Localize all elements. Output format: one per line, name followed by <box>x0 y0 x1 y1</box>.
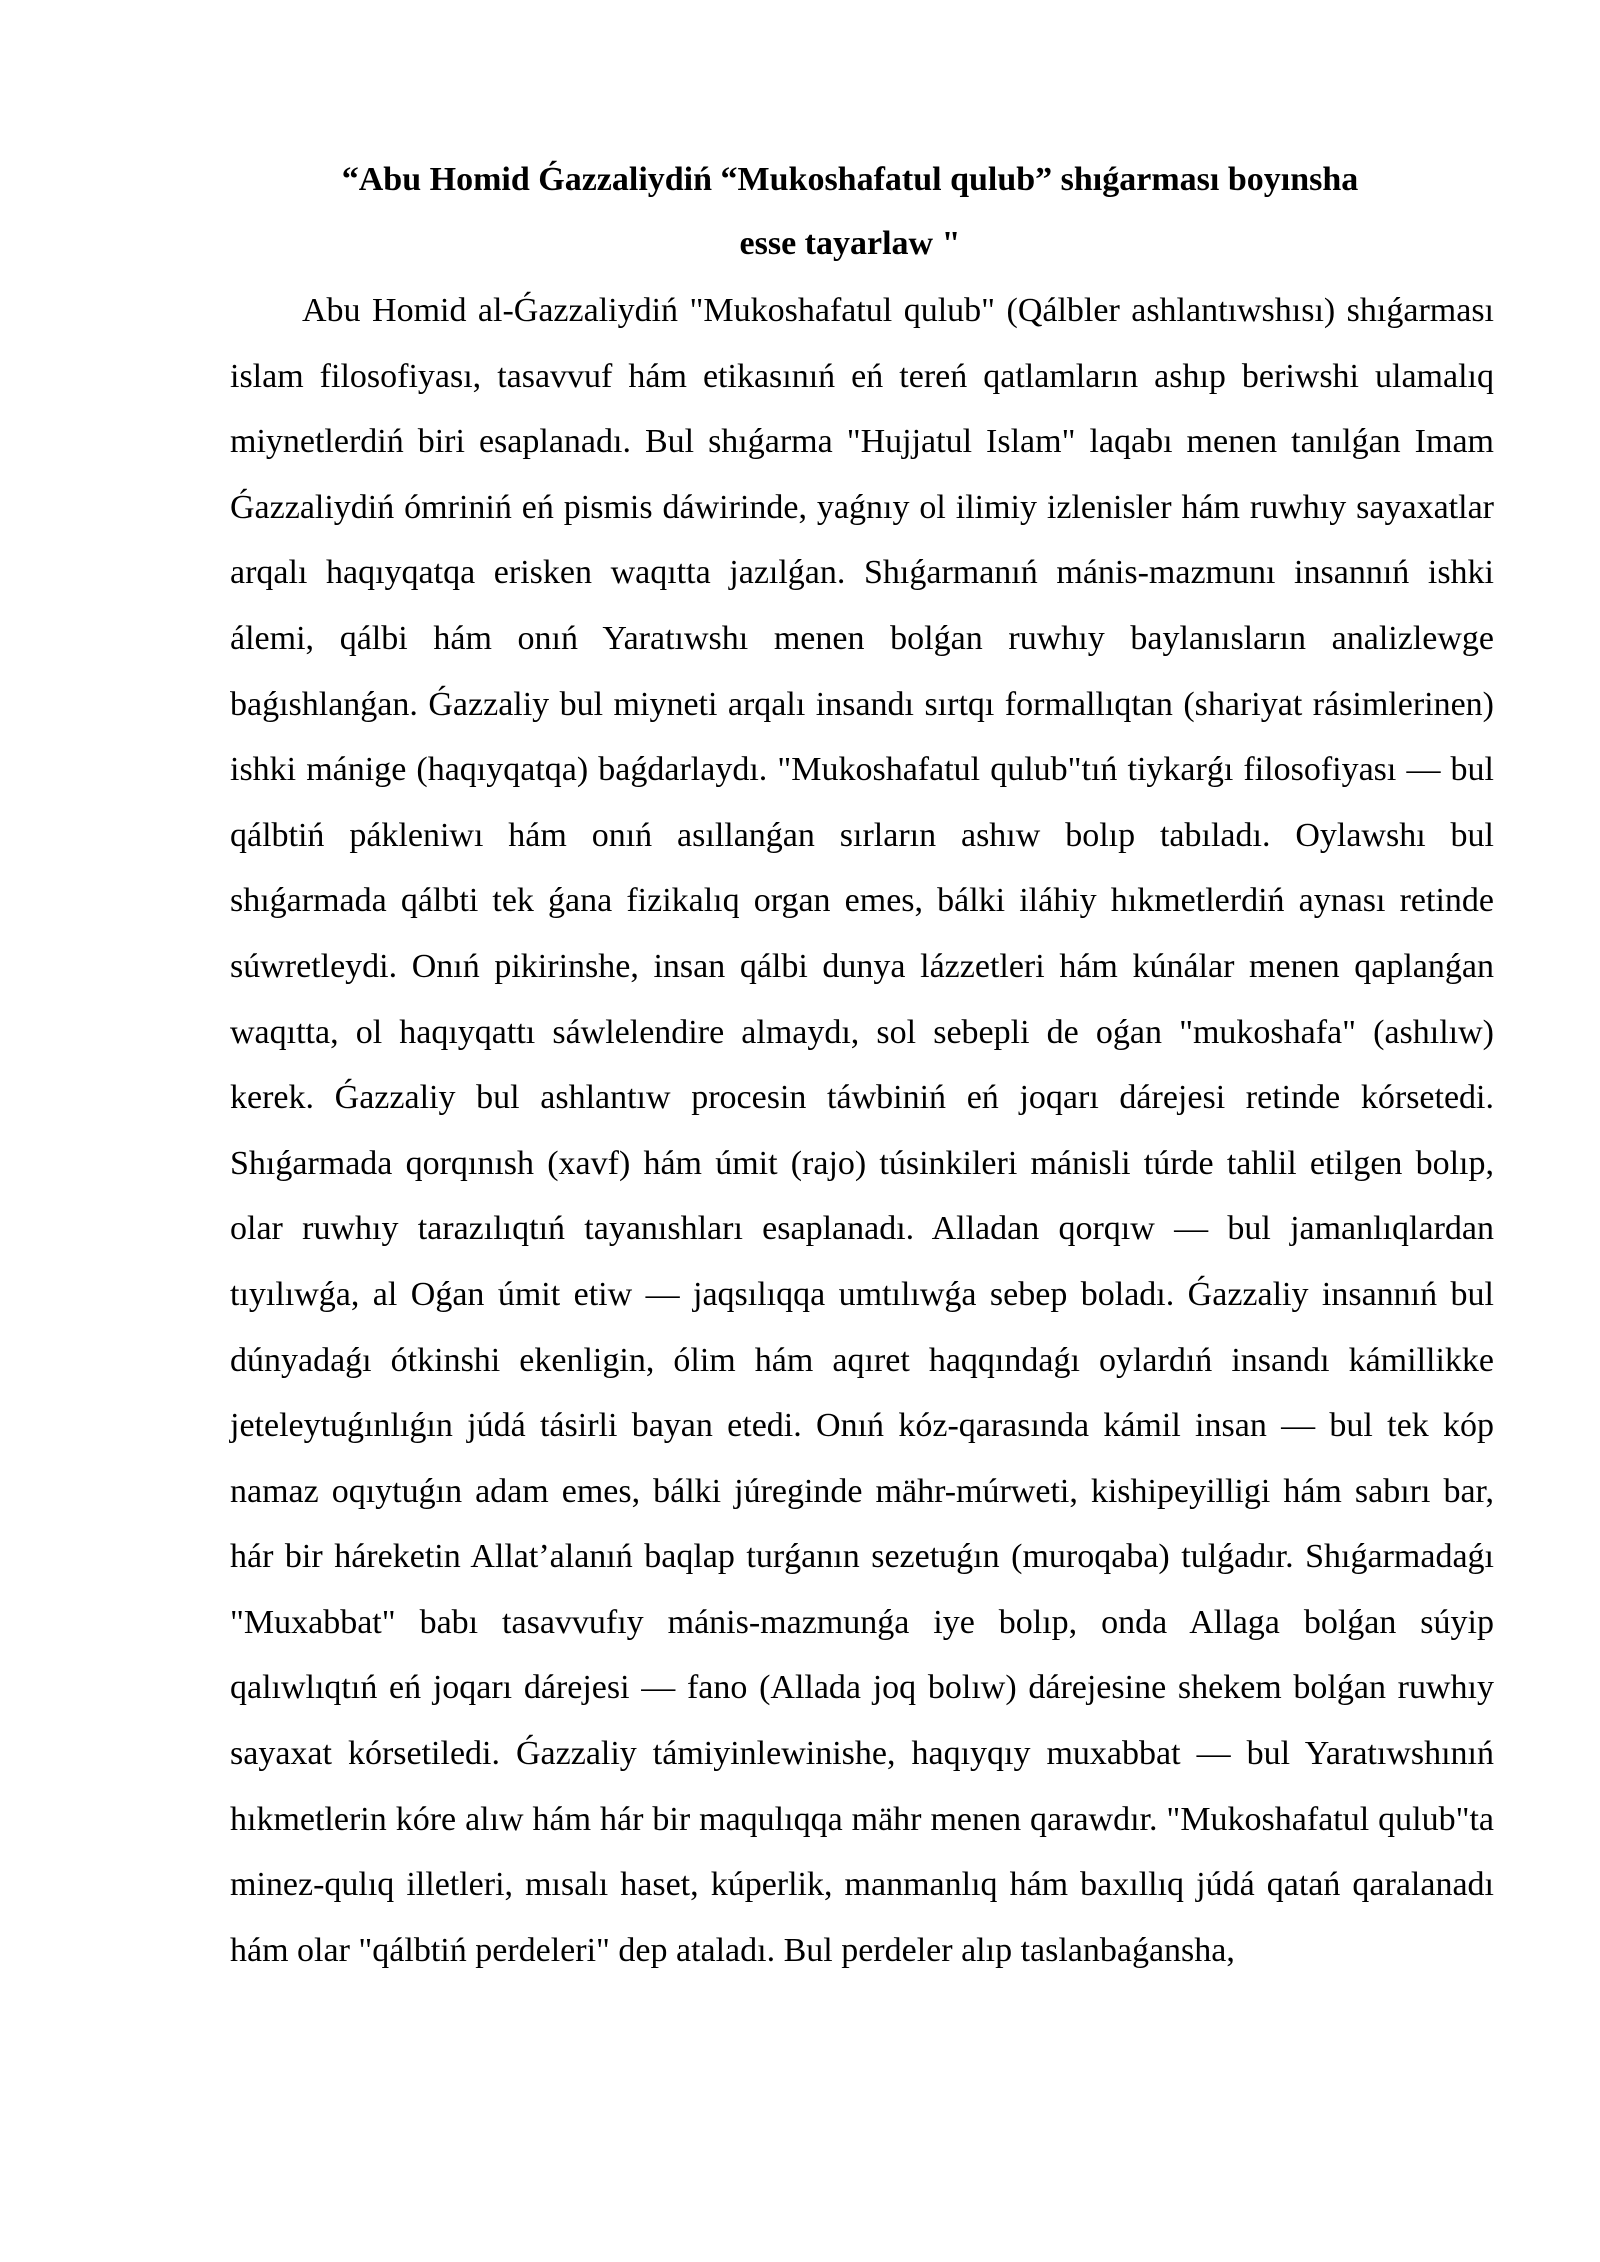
body-paragraph: Abu Homid al-Ǵazzaliydiń "Mukoshafatul qulub" (Qálbler ashlantıwshısı) shıǵarması islam filosofiyası, tasavvuf hám etikasınıń eń tereń qatlamların ashıp beriwshi ulamalıq miynetlerdiń biri esaplanadı. Bul shıǵarma "Hujjatul Islam" laqabı menen tanılǵan Imam Ǵazzaliydiń ómriniń eń pismis dáwirinde, yaǵnıy ol ilimiy izlenisler hám ruwhıy sayaxatlar arqalı haqıyqatqa erisken waqıtta jazılǵan. Shıǵarmanıń mánis-mazmunı insannıń ishki álemi, qálbi hám onıń Yaratıwshı menen bolǵan ruwhıy baylanısların analizlewge baǵıshlanǵan. Ǵazzaliy bul miyneti arqalı insandı sırtqı formallıqtan (shariyat rásimlerinen) ishki mánige (haqıyqatqa) baǵdarlaydı. "Mukoshafatul qulub"tıń tiykarǵı filosofiyası — bul qálbtiń pákleniwı hám onıń asıllanǵan sırların ashıw bolıp tabıladı. Oylawshı bul shıǵarmada qálbti tek ǵana fizikalıq organ emes, bálki iláhiy hıkmetlerdiń aynası retinde súwretleydi. Onıń pikirinshe, insan qálbi dunya lázzetleri hám kúnálar menen qaplanǵan waqıtta, ol haqıyqattı sáwlelendire almaydı, sol sebepli de oǵan "mukoshafa" (ashılıw) kerek. Ǵazzaliy bul ashlantıw procesin táwbiniń eń joqarı dárejesi retinde kórsetedi. Shıǵarmada qorqınısh (xavf) hám úmit (rajo) túsinkileri mánisli túrde tahlil etilgen bolıp, olar ruwhıy tarazılıqtıń tayanıshları esaplanadı. Alladan qorqıw — bul jamanlıqlardan tıyılıwǵa, al Oǵan úmit etiw — jaqsılıqqa umtılıwǵa sebep boladı. Ǵazzaliy insannıń bul dúnyadaǵı ótkinshi ekenligin, ólim hám aqıret haqqındaǵı oylardıń insandı kámillikke jeteleytuǵınlıǵın júdá tásirli bayan etedi. Onıń kóz-qarasında kámil insan — bul tek kóp namaz oqıytuǵın adam emes, bálki júreginde mähr-múrweti, kishipeyilligi hám sabırı bar, hár bir háreketin Allat’alanıń baqlap turǵanın sezetuǵın (muroqaba) tulǵadır. Shıǵarmadaǵı "Muxabbat" babı tasavvufıy mánis-mazmunǵa iye bolıp, onda Allaga bolǵan súyip qalıwlıqtıń eń joqarı dárejesi — fano (Allada joq bolıw) dárejesine shekem bolǵan ruwhıy sayaxat kórsetiledi. Ǵazzaliy támiyinlewinishe, haqıyqıy muxabbat — bul Yaratıwshınıń hıkmetlerin kóre alıw hám hár bir maqulıqqa mähr menen qarawdır. "Mukoshafatul qulub"ta minez-qulıq illetleri, mısalı haset, kúperlik, manmanlıq hám baxıllıq júdá qatań qaralanadı hám olar "qálbtiń perdeleri" dep ataladı. Bul perdeler alıp taslanbaǵansha, <box>230 292 1494 1969</box>
title-line-1: “Abu Homid Ǵazzaliydiń “Mukoshafatul qulub” shıǵarması boyınsha <box>341 161 1359 198</box>
document-title <box>230 148 1470 276</box>
title-line-2: esse tayarlaw " <box>739 225 961 262</box>
